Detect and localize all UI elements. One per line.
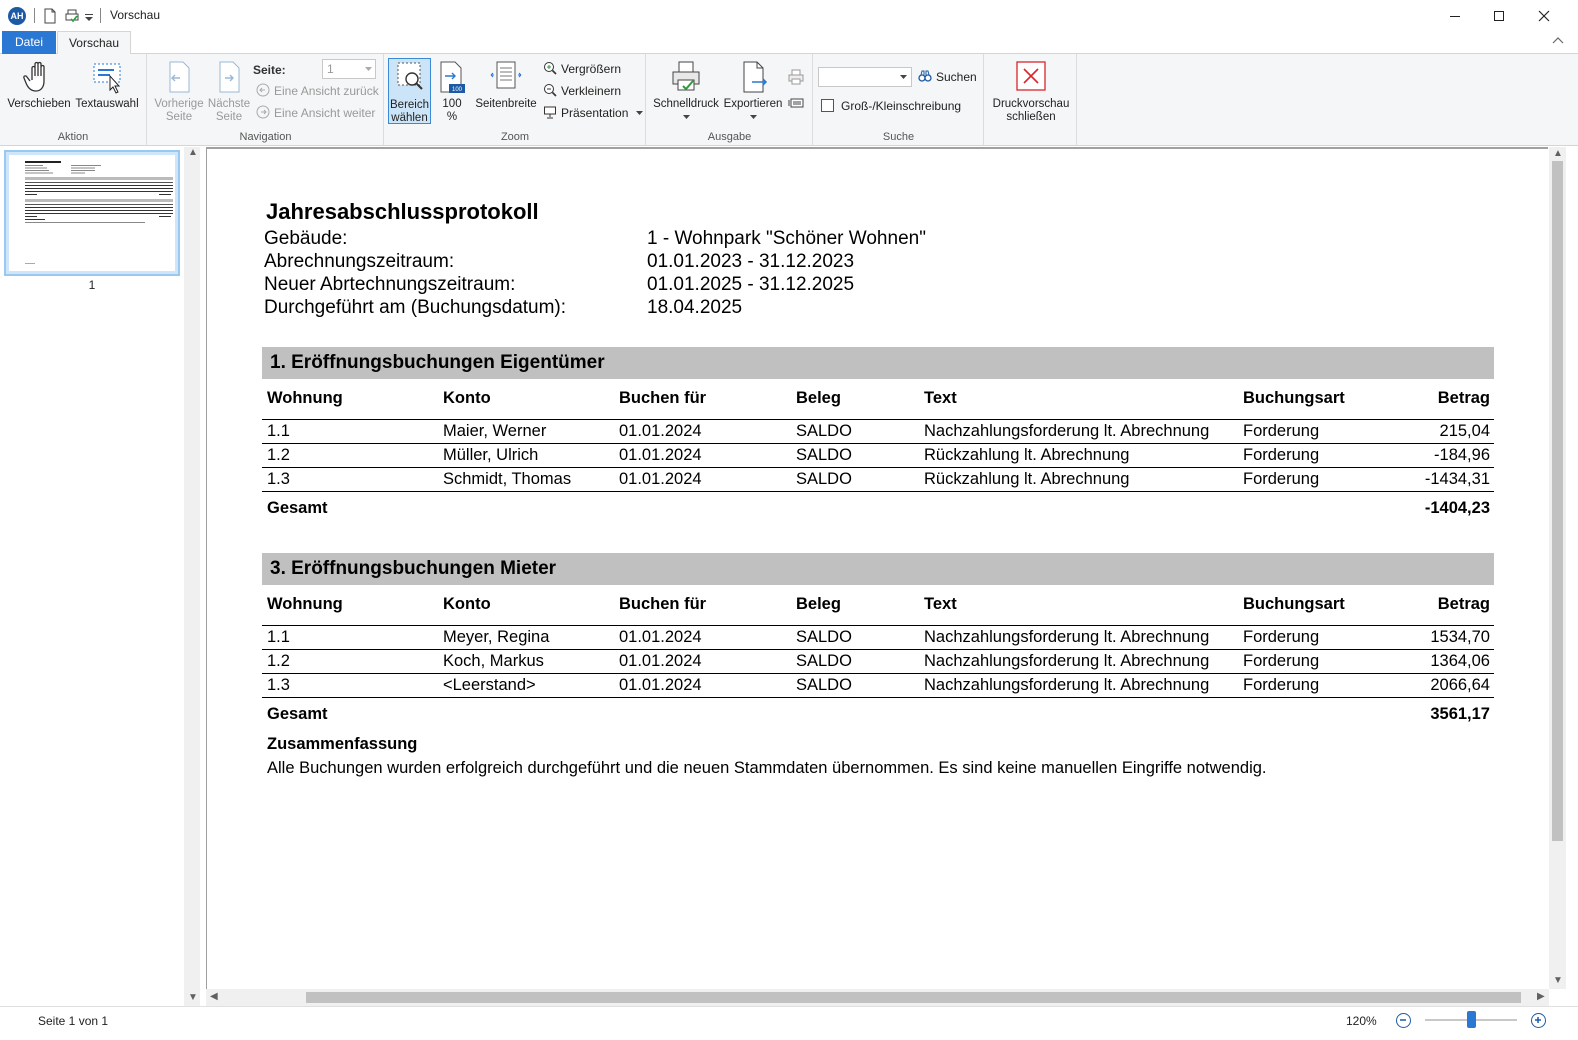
table-cell: 1.2 bbox=[262, 443, 438, 467]
text-selection-icon bbox=[90, 58, 124, 96]
schliessen-line1: Druckvorschau bbox=[992, 98, 1070, 110]
seite-label: Seite: bbox=[253, 63, 286, 77]
zoom-in-icon[interactable] bbox=[1531, 1013, 1546, 1028]
scroll-up-icon[interactable]: ▲ bbox=[188, 147, 198, 158]
meta-row bbox=[262, 273, 1502, 296]
print-button[interactable] bbox=[787, 68, 805, 86]
table-cell: 1.2 bbox=[262, 649, 438, 673]
quick-print-icon[interactable] bbox=[63, 7, 81, 25]
thumbnail-scrollbar[interactable] bbox=[184, 147, 200, 1007]
meta-row bbox=[262, 227, 1502, 250]
column-header: Buchungsart bbox=[1238, 379, 1388, 419]
meta-value: 18.04.2025 bbox=[647, 297, 743, 318]
ribbon-tabs bbox=[0, 31, 1578, 54]
table-cell: 1.3 bbox=[262, 467, 438, 491]
export-icon bbox=[736, 58, 770, 96]
chevron-down-icon bbox=[750, 115, 757, 120]
table-cell: SALDO bbox=[791, 673, 919, 697]
group-label-navigation: Navigation bbox=[239, 131, 292, 143]
group-label-zoom: Zoom bbox=[500, 131, 530, 143]
druckvorschau-schliessen-button[interactable] bbox=[989, 58, 1073, 124]
next-page-icon bbox=[212, 58, 246, 96]
table-cell: SALDO bbox=[791, 649, 919, 673]
exportieren-label: Exportieren bbox=[723, 98, 783, 110]
table-cell bbox=[614, 491, 791, 525]
table-row bbox=[262, 419, 1494, 443]
table-cell: Forderung bbox=[1238, 649, 1388, 673]
document-page bbox=[262, 199, 1502, 778]
page-setup-icon bbox=[787, 96, 805, 110]
table-row bbox=[262, 443, 1494, 467]
bereich-line1: Bereich bbox=[390, 99, 429, 111]
column-header: Text bbox=[919, 585, 1238, 625]
hundert-line2: % bbox=[446, 111, 458, 123]
chevron-down-icon bbox=[900, 75, 907, 80]
table-cell: 01.01.2024 bbox=[614, 467, 791, 491]
naechste-line1: Nächste bbox=[207, 98, 251, 110]
gross-klein-label: Groß-/Kleinschreibung bbox=[841, 99, 962, 113]
new-document-icon[interactable] bbox=[41, 7, 59, 25]
zoom-out-icon bbox=[543, 83, 557, 97]
table-cell: Forderung bbox=[1238, 443, 1388, 467]
horizontal-scrollbar[interactable] bbox=[206, 989, 1549, 1006]
bereich-line2: wählen bbox=[391, 112, 428, 124]
table-cell: Koch, Markus bbox=[438, 649, 614, 673]
tab-datei[interactable]: Datei bbox=[2, 31, 56, 54]
table-cell bbox=[1238, 697, 1388, 731]
status-page: Seite 1 von 1 bbox=[38, 1014, 109, 1028]
group-label-suche: Suche bbox=[882, 131, 915, 143]
vergroessern-label: Vergrößern bbox=[561, 62, 622, 76]
vergroessern-button[interactable] bbox=[543, 60, 621, 78]
zoom-area-icon bbox=[393, 59, 427, 97]
table-cell: 1364,06 bbox=[1388, 649, 1494, 673]
naechste-seite-button[interactable] bbox=[204, 58, 254, 124]
table-cell: Rückzahlung lt. Abrechnung bbox=[919, 443, 1238, 467]
column-header: Beleg bbox=[791, 585, 919, 625]
meta-row bbox=[262, 296, 1502, 319]
group-label-aktion: Aktion bbox=[57, 131, 89, 143]
group-label-ausgabe: Ausgabe bbox=[707, 131, 752, 143]
meta-value: 01.01.2023 - 31.12.2023 bbox=[647, 251, 855, 272]
horizontal-scroll-thumb[interactable] bbox=[306, 992, 1521, 1003]
table-header-row bbox=[262, 379, 1494, 419]
separator bbox=[100, 8, 101, 23]
meta-row bbox=[262, 250, 1502, 273]
meta-key: Abrechnungszeitraum: bbox=[264, 251, 455, 272]
minimize-icon[interactable] bbox=[1432, 0, 1478, 31]
table-cell: Müller, Ulrich bbox=[438, 443, 614, 467]
group-zoom bbox=[385, 54, 646, 146]
seitenbreite-label: Seitenbreite bbox=[475, 98, 537, 110]
title-bar bbox=[0, 0, 1578, 31]
thumbnail-paper bbox=[9, 155, 175, 271]
table-cell bbox=[614, 697, 791, 731]
table-row bbox=[262, 467, 1494, 491]
meta-key: Durchgeführt am (Buchungsdatum): bbox=[264, 297, 567, 318]
total-row bbox=[262, 697, 1494, 731]
column-header: Konto bbox=[438, 379, 614, 419]
meta-key: Neuer Abrtechnungszeitraum: bbox=[264, 274, 516, 295]
praesentation-button[interactable] bbox=[543, 104, 643, 122]
table-cell: -184,96 bbox=[1388, 443, 1494, 467]
status-zoom-level: 120% bbox=[1346, 1014, 1377, 1028]
meta-key: Gebäude: bbox=[264, 228, 348, 249]
table-cell bbox=[791, 491, 919, 525]
column-header: Buchen für bbox=[614, 379, 791, 419]
scroll-up-icon[interactable]: ▲ bbox=[1553, 148, 1563, 159]
maximize-icon[interactable] bbox=[1476, 0, 1522, 31]
table-cell: -1434,31 bbox=[1388, 467, 1494, 491]
print-settings-button[interactable] bbox=[787, 96, 805, 114]
hand-icon bbox=[22, 58, 56, 96]
tab-vorschau[interactable]: Vorschau bbox=[57, 31, 131, 55]
thumbnail-preview-graphic bbox=[9, 155, 175, 269]
suchen-label: Suchen bbox=[936, 70, 977, 84]
group-schliessen bbox=[985, 54, 1077, 146]
total-value: -1404,23 bbox=[1424, 498, 1490, 517]
total-label: Gesamt bbox=[267, 704, 328, 723]
hundert-line1: 100 bbox=[442, 98, 462, 110]
scroll-down-icon[interactable]: ▼ bbox=[188, 992, 198, 1003]
naechste-line2: Seite bbox=[215, 111, 243, 123]
total-row bbox=[262, 491, 1494, 525]
table-cell: 01.01.2024 bbox=[614, 673, 791, 697]
column-header: Wohnung bbox=[262, 379, 438, 419]
table-cell: 01.01.2024 bbox=[614, 649, 791, 673]
table-cell: Schmidt, Thomas bbox=[438, 467, 614, 491]
document-title: Jahresabschlussprotokoll bbox=[266, 199, 539, 224]
total-label: Gesamt bbox=[267, 498, 328, 517]
page-100-icon bbox=[435, 58, 469, 96]
presentation-icon bbox=[543, 105, 557, 119]
praesentation-label: Präsentation bbox=[561, 106, 629, 120]
back-icon bbox=[256, 83, 270, 97]
zoom-out-icon[interactable] bbox=[1396, 1013, 1411, 1028]
table-cell: SALDO bbox=[791, 625, 919, 649]
gross-klein-checkbox[interactable] bbox=[821, 97, 961, 115]
customize-qat-icon[interactable] bbox=[84, 7, 94, 25]
table-cell: 215,04 bbox=[1388, 419, 1494, 443]
table-cell: Nachzahlungsforderung lt. Abrechnung bbox=[919, 419, 1238, 443]
table-cell: Nachzahlungsforderung lt. Abrechnung bbox=[919, 625, 1238, 649]
exportieren-button[interactable] bbox=[720, 58, 786, 124]
svg-text:100: 100 bbox=[451, 87, 463, 93]
booking-section bbox=[262, 347, 1502, 525]
close-preview-icon bbox=[1014, 58, 1048, 96]
table-cell bbox=[919, 491, 1238, 525]
section-header: 3. Eröffnungsbuchungen Mieter bbox=[262, 553, 1494, 585]
bereich-waehlen-button[interactable] bbox=[388, 58, 431, 124]
column-header: Beleg bbox=[791, 379, 919, 419]
verkleinern-button[interactable] bbox=[543, 82, 621, 100]
table-cell: Nachzahlungsforderung lt. Abrechnung bbox=[919, 649, 1238, 673]
textauswahl-label: Textauswahl bbox=[75, 98, 139, 110]
document-meta bbox=[262, 227, 1502, 319]
section-header: 1. Eröffnungsbuchungen Eigentümer bbox=[262, 347, 1494, 379]
table-cell bbox=[919, 697, 1238, 731]
table-cell: 1.3 bbox=[262, 673, 438, 697]
ribbon bbox=[0, 54, 1578, 146]
verschieben-button[interactable] bbox=[6, 58, 72, 111]
table-cell: Forderung bbox=[1238, 673, 1388, 697]
checkbox-box[interactable] bbox=[821, 99, 834, 112]
zoom-100-button[interactable] bbox=[433, 58, 471, 124]
zoom-in-icon bbox=[543, 61, 557, 75]
table-cell: Nachzahlungsforderung lt. Abrechnung bbox=[919, 673, 1238, 697]
collapse-ribbon-icon[interactable] bbox=[1552, 35, 1564, 47]
table-cell: Rückzahlung lt. Abrechnung bbox=[919, 467, 1238, 491]
table-cell: SALDO bbox=[791, 443, 919, 467]
table-cell: Maier, Werner bbox=[438, 419, 614, 443]
table-header-row bbox=[262, 585, 1494, 625]
group-ausgabe bbox=[647, 54, 813, 146]
table-cell: 01.01.2024 bbox=[614, 625, 791, 649]
page-width-icon bbox=[489, 58, 523, 96]
textauswahl-button[interactable] bbox=[74, 58, 140, 111]
group-aktion bbox=[0, 54, 147, 146]
table-cell: 1.1 bbox=[262, 419, 438, 443]
table-cell: 1534,70 bbox=[1388, 625, 1494, 649]
booking-section bbox=[262, 553, 1502, 731]
table-row bbox=[262, 649, 1494, 673]
table-cell bbox=[791, 697, 919, 731]
table-cell: 2066,64 bbox=[1388, 673, 1494, 697]
vorherige-seite-button[interactable] bbox=[152, 58, 206, 124]
suchen-button[interactable] bbox=[918, 68, 977, 86]
eine-ansicht-zurueck-button[interactable] bbox=[256, 82, 379, 100]
schnelldruck-button[interactable] bbox=[651, 58, 721, 124]
meta-value: 01.01.2025 - 31.12.2025 bbox=[647, 274, 855, 295]
ansicht-zurueck-label: Eine Ansicht zurück bbox=[274, 84, 379, 98]
vertical-scroll-thumb[interactable] bbox=[1552, 161, 1563, 841]
column-header: Buchen für bbox=[614, 585, 791, 625]
column-header: Betrag bbox=[1388, 379, 1494, 419]
schliessen-line2: schließen bbox=[1006, 111, 1056, 123]
table-cell: 1.1 bbox=[262, 625, 438, 649]
table-cell: 01.01.2024 bbox=[614, 419, 791, 443]
scroll-down-icon[interactable]: ▼ bbox=[1553, 975, 1563, 986]
column-header: Wohnung bbox=[262, 585, 438, 625]
seitenbreite-button[interactable] bbox=[473, 58, 539, 111]
preview-area[interactable] bbox=[206, 147, 1548, 989]
table-row bbox=[262, 673, 1494, 697]
group-suche bbox=[814, 54, 984, 146]
ansicht-weiter-label: Eine Ansicht weiter bbox=[274, 106, 376, 120]
column-header: Konto bbox=[438, 585, 614, 625]
table-cell bbox=[438, 491, 614, 525]
printer-icon bbox=[669, 58, 703, 96]
table-cell bbox=[1238, 491, 1388, 525]
previous-page-icon bbox=[162, 58, 196, 96]
scroll-left-icon[interactable]: ◀ bbox=[210, 991, 218, 1002]
print-icon bbox=[787, 68, 805, 86]
table-cell: Forderung bbox=[1238, 467, 1388, 491]
vorherige-line2: Seite bbox=[165, 111, 193, 123]
table-cell: Meyer, Regina bbox=[438, 625, 614, 649]
booking-table bbox=[262, 379, 1494, 525]
forward-icon bbox=[256, 105, 270, 119]
booking-table bbox=[262, 585, 1494, 731]
chevron-down-icon bbox=[683, 115, 690, 120]
eine-ansicht-weiter-button[interactable] bbox=[256, 104, 375, 122]
group-navigation bbox=[148, 54, 384, 146]
thumbnail-pane bbox=[0, 147, 200, 1007]
meta-value: 1 - Wohnpark "Schöner Wohnen" bbox=[647, 228, 926, 249]
column-header: Text bbox=[919, 379, 1238, 419]
seite-select[interactable] bbox=[322, 59, 376, 79]
zoom-slider-knob[interactable] bbox=[1467, 1011, 1476, 1028]
close-icon[interactable] bbox=[1521, 0, 1567, 31]
column-header: Betrag bbox=[1388, 585, 1494, 625]
scroll-right-icon[interactable]: ▶ bbox=[1537, 991, 1545, 1002]
search-combobox[interactable] bbox=[818, 67, 912, 87]
table-cell: Forderung bbox=[1238, 419, 1388, 443]
table-row bbox=[262, 625, 1494, 649]
app-logo: AH bbox=[8, 7, 26, 25]
seite-select-value: 1 bbox=[327, 62, 334, 76]
table-cell: 01.01.2024 bbox=[614, 443, 791, 467]
status-bar bbox=[0, 1006, 1578, 1040]
window-title: Vorschau bbox=[110, 8, 161, 22]
chevron-down-icon bbox=[365, 67, 372, 72]
verkleinern-label: Verkleinern bbox=[561, 84, 622, 98]
table-cell bbox=[438, 697, 614, 731]
thumbnail-page-number: 1 bbox=[88, 278, 96, 292]
verschieben-label: Verschieben bbox=[7, 98, 71, 110]
total-value: 3561,17 bbox=[1430, 704, 1490, 723]
chevron-down-icon bbox=[636, 111, 643, 116]
separator bbox=[34, 8, 35, 23]
summary-text: Alle Buchungen wurden erfolgreich durchgeführt und die neuen Stammdaten übernommen. Es sind keine manuellen Eingriffe notwendig. bbox=[267, 759, 1267, 777]
schnelldruck-label: Schnelldruck bbox=[653, 98, 719, 110]
vertical-scrollbar[interactable] bbox=[1549, 147, 1566, 989]
table-cell: Forderung bbox=[1238, 625, 1388, 649]
summary-title: Zusammenfassung bbox=[267, 735, 418, 753]
vorherige-line1: Vorherige bbox=[154, 98, 204, 110]
table-cell: SALDO bbox=[791, 467, 919, 491]
binoculars-icon bbox=[918, 69, 932, 83]
column-header: Buchungsart bbox=[1238, 585, 1388, 625]
document-sections bbox=[262, 347, 1502, 731]
table-cell: <Leerstand> bbox=[438, 673, 614, 697]
table-cell: SALDO bbox=[791, 419, 919, 443]
page-thumbnail[interactable] bbox=[4, 150, 180, 276]
